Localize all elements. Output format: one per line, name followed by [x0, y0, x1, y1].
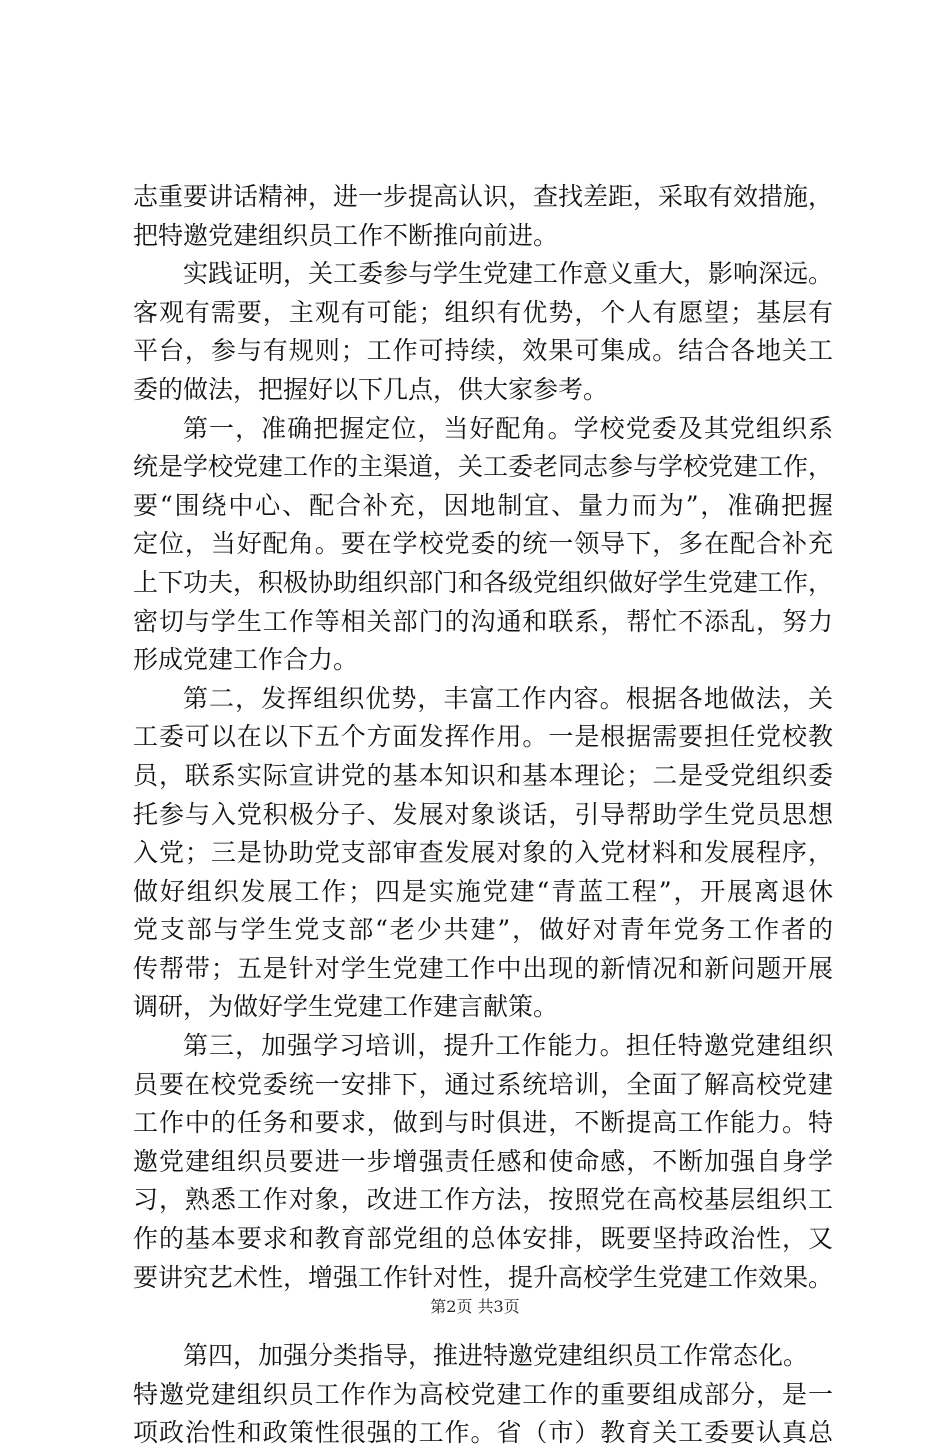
- paragraph-first-point: [133, 410, 833, 680]
- text-line: 密切与学生工作等相关部门的沟通和联系，帮忙不添乱，努力: [133, 606, 833, 636]
- text-line: 员要在校党委统一安排下，通过系统培训，全面了解高校党建: [133, 1069, 833, 1099]
- paragraph-practice-proof: [133, 255, 833, 409]
- text-line: 做好组织发展工作；四是实施党建“青蓝工程”，开展离退休: [133, 876, 833, 906]
- text-line: 特邀党建组织员工作作为高校党建工作的重要组成部分，是一: [133, 1379, 833, 1409]
- text-line: 作的基本要求和教育部党组的总体安排，既要坚持政治性，又: [133, 1224, 833, 1254]
- text-line: 传帮带；五是针对学生党建工作中出现的新情况和新问题开展: [133, 953, 833, 983]
- text-line: 工委可以在以下五个方面发挥作用。一是根据需要担任党校教: [133, 722, 833, 752]
- text-line: 员，联系实际宣讲党的基本知识和基本理论；二是受党组织委: [133, 760, 833, 790]
- text-line: 要“围绕中心、配合补充，因地制宜、量力而为”，准确把握: [133, 490, 833, 520]
- paragraph-fourth-point: [133, 1337, 833, 1453]
- page-footer: 第2页 共3页: [430, 1297, 520, 1316]
- text-line: 第四，加强分类指导，推进特邀党建组织员工作常态化。: [183, 1341, 809, 1371]
- text-line: 统是学校党建工作的主渠道，关工委老同志参与学校党建工作，: [133, 452, 834, 482]
- text-line: 第三，加强学习培训，提升工作能力。担任特邀党建组织: [183, 1031, 833, 1061]
- text-line: 习，熟悉工作对象，改进工作方法，按照党在高校基层组织工: [133, 1185, 833, 1215]
- text-line: 邀党建组织员要进一步增强责任感和使命感，不断加强自身学: [133, 1146, 833, 1176]
- text-line: 调研，为做好学生党建工作建言献策。: [133, 992, 559, 1022]
- text-line: 上下功夫，积极协助组织部门和各级党组织做好学生党建工作，: [133, 567, 834, 597]
- text-line: 要讲究艺术性，增强工作针对性，提升高校学生党建工作效果。: [133, 1262, 834, 1292]
- text-line: 定位，当好配角。要在学校党委的统一领导下，多在配合补充: [133, 529, 833, 559]
- paragraph-continuation: [133, 178, 833, 255]
- text-line: 形成党建工作合力。: [133, 645, 359, 675]
- text-line: 第二，发挥组织优势，丰富工作内容。根据各地做法，关: [183, 683, 833, 713]
- text-line: 托参与入党积极分子、发展对象谈话，引导帮助学生党员思想: [133, 799, 833, 829]
- text-line: 工作中的任务和要求，做到与时俱进，不断提高工作能力。特: [133, 1108, 833, 1138]
- paragraph-second-point: [133, 680, 833, 1027]
- text-line: 把特邀党建组织员工作不断推向前进。: [133, 220, 559, 250]
- text-line: 第一，准确把握定位，当好配角。学校党委及其党组织系: [183, 413, 833, 443]
- body-text: [133, 178, 833, 1453]
- text-line: 平台，参与有规则；工作可持续，效果可集成。结合各地关工: [133, 336, 833, 366]
- text-line: 入党；三是协助党支部审查发展对象的入党材料和发展程序，: [133, 838, 833, 868]
- text-line: 客观有需要，主观有可能；组织有优势，个人有愿望；基层有: [133, 297, 833, 327]
- text-line: 党支部与学生党支部“老少共建”，做好对青年党务工作者的: [133, 915, 833, 945]
- text-line: 委的做法，把握好以下几点，供大家参考。: [133, 374, 609, 404]
- text-line: 志重要讲话精神，进一步提高认识，查找差距，采取有效措施，: [133, 182, 834, 211]
- paragraph-third-point: [133, 1027, 833, 1297]
- text-line: 项政治性和政策性很强的工作。省（市）教育关工委要认真总: [133, 1418, 833, 1448]
- text-line: 实践证明，关工委参与学生党建工作意义重大，影响深远。: [183, 259, 834, 289]
